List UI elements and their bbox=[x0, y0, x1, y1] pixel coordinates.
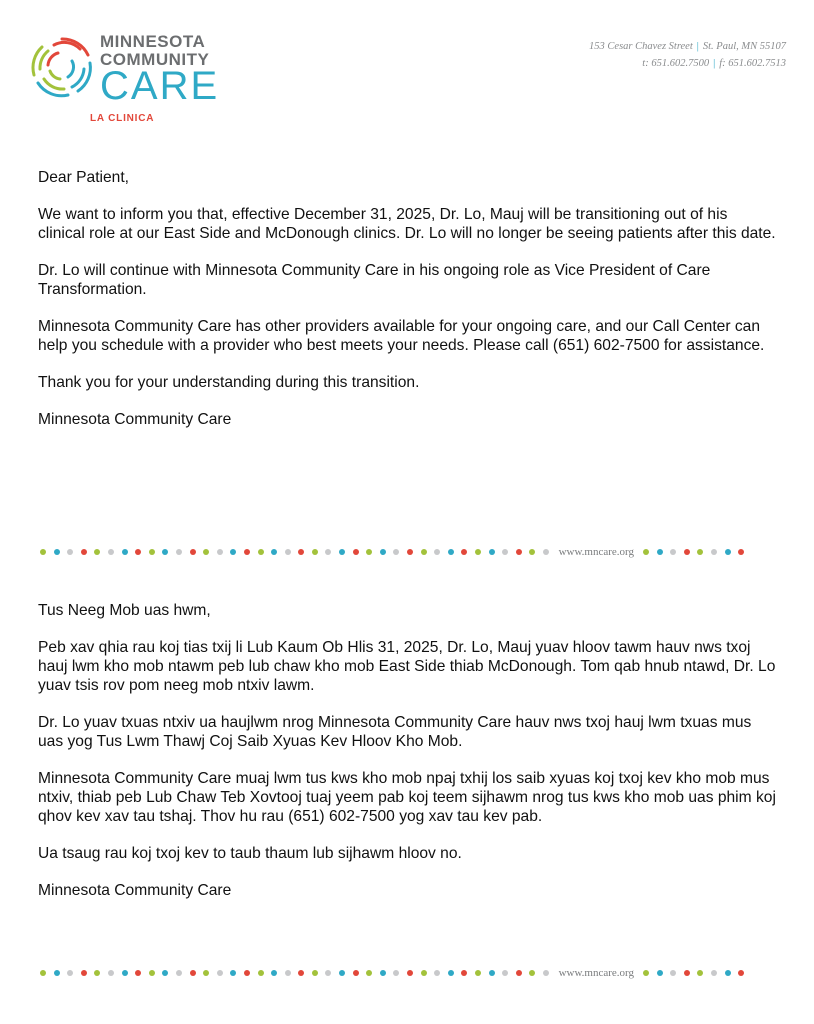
decorative-dot bbox=[543, 970, 549, 976]
decorative-dot bbox=[81, 549, 87, 555]
decorative-dot bbox=[122, 970, 128, 976]
decorative-dot bbox=[176, 549, 182, 555]
decorative-dot bbox=[285, 549, 291, 555]
decorative-dot bbox=[643, 549, 649, 555]
decorative-dot bbox=[516, 970, 522, 976]
decorative-dot bbox=[271, 970, 277, 976]
website-url: www.mncare.org bbox=[558, 967, 635, 979]
decorative-dot bbox=[434, 970, 440, 976]
decorative-dot bbox=[162, 970, 168, 976]
decorative-dot bbox=[366, 549, 372, 555]
paragraph: Dr. Lo yuav txuas ntxiv ua haujlwm nrog Minnesota Community Care hauv nws txoj hauj lwm txuas mus uas yog Tus Lwm Thawj Coj Saib Xyuas Kev Hloov Kho Mob. bbox=[38, 714, 752, 750]
decorative-dot bbox=[380, 970, 386, 976]
decorative-dot bbox=[684, 970, 690, 976]
address-street: 153 Cesar Chavez Street bbox=[589, 41, 693, 52]
paragraph: Dr. Lo will continue with Minnesota Community Care in his ongoing role as Vice President of Care Transformation. bbox=[38, 262, 711, 298]
swirl-logo-icon bbox=[28, 33, 96, 103]
decorative-dot bbox=[40, 970, 46, 976]
decorative-dot bbox=[135, 970, 141, 976]
separator: | bbox=[713, 58, 716, 69]
website-url: www.mncare.org bbox=[558, 546, 635, 558]
decorative-dot bbox=[40, 549, 46, 555]
decorative-dot bbox=[448, 549, 454, 555]
decorative-dot bbox=[339, 970, 345, 976]
paragraph: Peb xav qhia rau koj tias txij li Lub Kaum Ob Hlis 31, 2025, Dr. Lo, Mauj yuav hloov tawm hauv nws txoj hauj lwm kho mob ntawm peb lub chaw kho mob East Side thiab McDonough. Tom qab hnub ntawd, Dr. Lo yuav tsis rov pom neeg mob ntxiv lawm. bbox=[38, 639, 776, 694]
decorative-dot bbox=[230, 970, 236, 976]
decorative-dot bbox=[529, 549, 535, 555]
decorative-dot bbox=[657, 549, 663, 555]
decorative-dot bbox=[657, 970, 663, 976]
decorative-dot bbox=[738, 970, 744, 976]
decorative-dot bbox=[725, 549, 731, 555]
decorative-dot bbox=[67, 970, 73, 976]
decorative-dot bbox=[711, 549, 717, 555]
phone-number: t: 651.602.7500 bbox=[642, 58, 710, 69]
decorative-dot bbox=[697, 970, 703, 976]
fax-number: f: 651.602.7513 bbox=[719, 58, 786, 69]
decorative-dot bbox=[380, 549, 386, 555]
logo bbox=[28, 33, 228, 128]
decorative-dot bbox=[461, 970, 467, 976]
decorative-dot bbox=[353, 970, 359, 976]
decorative-dot bbox=[298, 549, 304, 555]
paragraph: Thank you for your understanding during this transition. bbox=[38, 374, 420, 391]
address-city: St. Paul, MN 55107 bbox=[702, 41, 786, 52]
decorative-dot bbox=[353, 549, 359, 555]
decorative-dot bbox=[203, 970, 209, 976]
separator: | bbox=[696, 41, 699, 52]
decorative-dot bbox=[203, 549, 209, 555]
greeting: Tus Neeg Mob uas hwm, bbox=[38, 602, 211, 619]
decorative-dot bbox=[312, 970, 318, 976]
paragraph: We want to inform you that, effective December 31, 2025, Dr. Lo, Mauj will be transitioning out of his clinical role at our East Side and McDonough clinics. Dr. Lo will no longer be seeing patients after this date. bbox=[38, 206, 776, 242]
decorative-dot bbox=[122, 549, 128, 555]
decorative-dot bbox=[135, 549, 141, 555]
decorative-dot bbox=[684, 549, 690, 555]
decorative-dot bbox=[298, 970, 304, 976]
decorative-dot bbox=[258, 970, 264, 976]
decorative-dot bbox=[407, 549, 413, 555]
dots-left bbox=[40, 970, 557, 976]
decorative-dot bbox=[393, 549, 399, 555]
letter-hmong bbox=[38, 601, 778, 918]
decorative-dot bbox=[475, 970, 481, 976]
decorative-dot bbox=[108, 549, 114, 555]
decorative-dot bbox=[516, 549, 522, 555]
decorative-dot bbox=[421, 970, 427, 976]
logo-wordmark bbox=[100, 32, 220, 108]
decorative-dot bbox=[94, 549, 100, 555]
dots-left bbox=[40, 549, 557, 555]
decorative-dot bbox=[502, 970, 508, 976]
logo-line1: MINNESOTA bbox=[100, 32, 206, 51]
decorative-dot bbox=[543, 549, 549, 555]
decorative-dot bbox=[325, 549, 331, 555]
dots-right bbox=[643, 549, 752, 555]
decorative-dot bbox=[149, 970, 155, 976]
decorative-dot bbox=[258, 549, 264, 555]
decorative-dot bbox=[230, 549, 236, 555]
dots-right bbox=[643, 970, 752, 976]
decorative-dot bbox=[502, 549, 508, 555]
decorative-dot bbox=[312, 549, 318, 555]
letter-english bbox=[38, 168, 778, 447]
decorative-dot bbox=[217, 970, 223, 976]
decorative-dot bbox=[54, 970, 60, 976]
decorative-dot bbox=[176, 970, 182, 976]
decorative-dot bbox=[67, 549, 73, 555]
decorative-dot bbox=[244, 549, 250, 555]
decorative-dot bbox=[339, 549, 345, 555]
decorative-dot bbox=[81, 970, 87, 976]
decorative-dot bbox=[711, 970, 717, 976]
decorative-dot bbox=[489, 970, 495, 976]
decorative-dot bbox=[108, 970, 114, 976]
decorative-dot bbox=[190, 549, 196, 555]
decorative-dot bbox=[725, 970, 731, 976]
decorative-dot bbox=[697, 549, 703, 555]
decorative-dot bbox=[244, 970, 250, 976]
decorative-dot bbox=[434, 549, 440, 555]
decorative-dot bbox=[643, 970, 649, 976]
decorative-dot bbox=[94, 970, 100, 976]
decorative-dot bbox=[162, 549, 168, 555]
decorative-dot bbox=[271, 549, 277, 555]
paragraph: Minnesota Community Care muaj lwm tus kws kho mob npaj txhij los saib xyuas koj txoj kev kho mob mus ntxiv, thiab peb Lub Chaw Teb Xovtooj tuaj yeem pab koj teem sijhawm nrog tus kws kho mob uas phim koj qhov kev xav tau tshaj. Thov hu rau (651) 602-7500 yog xav tau kev pab. bbox=[38, 770, 776, 825]
decorative-dot bbox=[670, 549, 676, 555]
decorative-dot bbox=[529, 970, 535, 976]
decorative-dot bbox=[670, 970, 676, 976]
decorative-dot bbox=[475, 549, 481, 555]
logo-line3: CARE bbox=[100, 64, 220, 108]
decorative-dot bbox=[407, 970, 413, 976]
decorative-dot bbox=[421, 549, 427, 555]
decorative-dot bbox=[190, 970, 196, 976]
logo-line2: COMMUNITY bbox=[100, 50, 210, 69]
decorative-dot bbox=[448, 970, 454, 976]
decorative-dot bbox=[325, 970, 331, 976]
dotted-divider bbox=[40, 546, 780, 558]
dotted-divider bbox=[40, 967, 780, 979]
greeting: Dear Patient, bbox=[38, 169, 130, 186]
decorative-dot bbox=[738, 549, 744, 555]
paragraph: Minnesota Community Care has other providers available for your ongoing care, and our Call Center can help you schedule with a provider who best meets your needs. Please call (651) 602-7500 for assistance. bbox=[38, 318, 765, 354]
decorative-dot bbox=[149, 549, 155, 555]
decorative-dot bbox=[393, 970, 399, 976]
contact-block bbox=[589, 38, 786, 72]
signature: Minnesota Community Care bbox=[38, 882, 232, 899]
decorative-dot bbox=[461, 549, 467, 555]
signature: Minnesota Community Care bbox=[38, 411, 232, 428]
decorative-dot bbox=[366, 970, 372, 976]
decorative-dot bbox=[54, 549, 60, 555]
decorative-dot bbox=[217, 549, 223, 555]
logo-subtitle: LA CLINICA bbox=[90, 113, 155, 124]
decorative-dot bbox=[489, 549, 495, 555]
paragraph: Ua tsaug rau koj txoj kev to taub thaum lub sijhawm hloov no. bbox=[38, 845, 462, 862]
decorative-dot bbox=[285, 970, 291, 976]
